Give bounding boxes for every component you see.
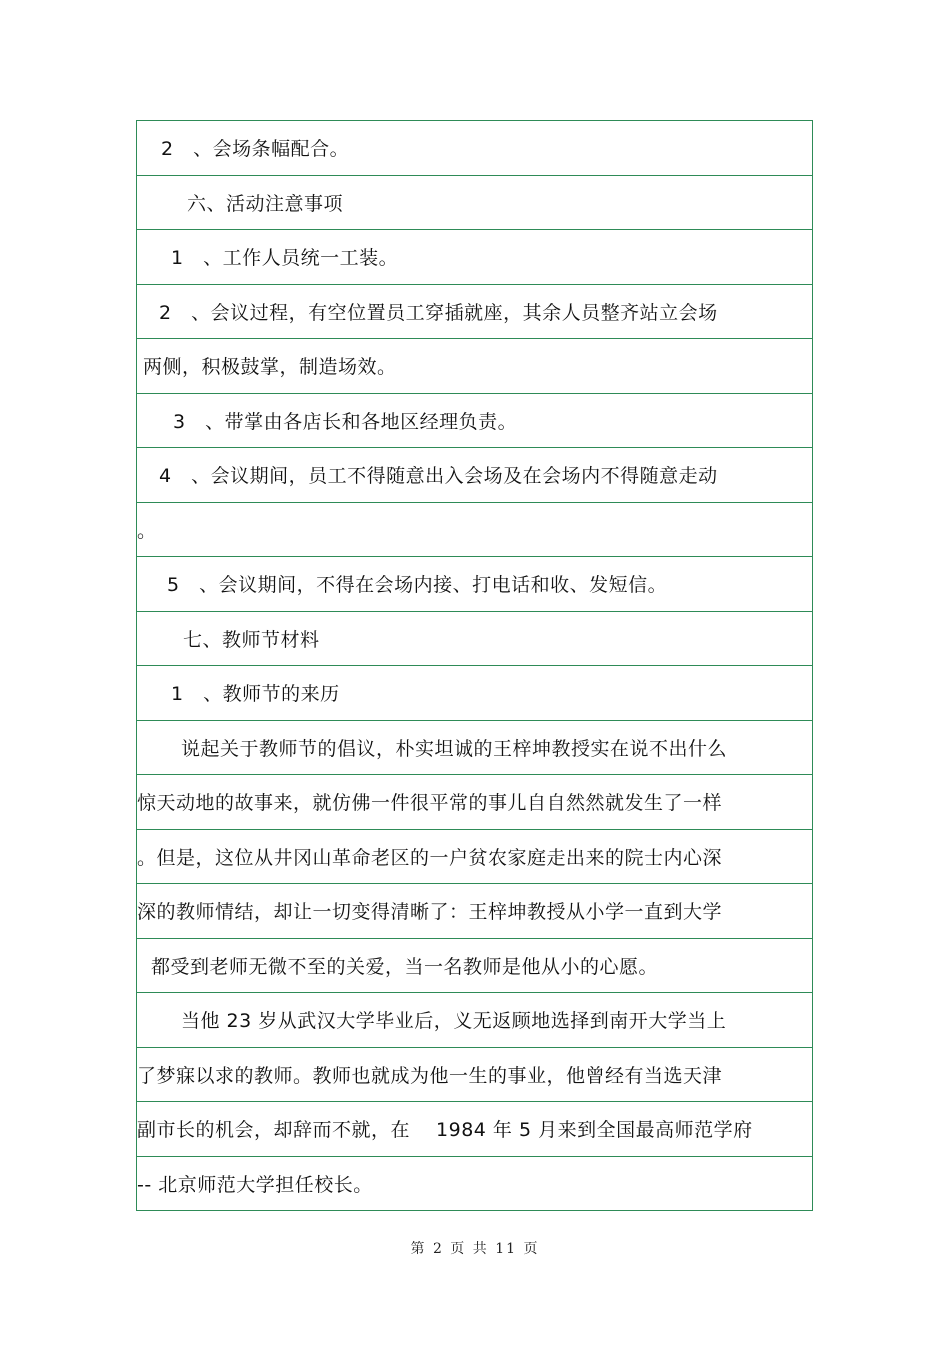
table-row: [137, 1157, 812, 1212]
table-row: [137, 666, 812, 721]
row-text: 了梦寐以求的教师。教师也就成为他一生的事业，他曾经有当选天津: [137, 1064, 723, 1087]
page-footer: 第 2 页 共 11 页: [410, 1241, 540, 1257]
table-row: [137, 775, 812, 830]
row-text: 都受到老师无微不至的关爱，当一名教师是他从小的心愿。: [151, 955, 659, 978]
row-text: 2 、会议过程，有空位置员工穿插就座，其余人员整齐站立会场: [159, 301, 718, 324]
row-text: 。但是，这位从井冈山革命老区的一户贫农家庭走出来的院士内心深: [137, 846, 723, 869]
table-row: [137, 176, 812, 231]
table-row: [137, 939, 812, 994]
row-text: 副市长的机会，却辞而不就，在 1984 年 5 月来到全国最高师范学府: [137, 1119, 753, 1142]
row-text: 七、教师节材料: [183, 628, 320, 651]
document-table: [136, 120, 813, 1211]
table-row: [137, 230, 812, 285]
row-text: 说起关于教师节的倡议，朴实坦诚的王梓坤教授实在说不出什么: [181, 737, 728, 760]
table-row: [137, 394, 812, 449]
row-text: 当他 23 岁从武汉大学毕业后，义无返顾地选择到南开大学当上: [181, 1010, 727, 1033]
table-row: [137, 121, 812, 176]
table-row: [137, 830, 812, 885]
table-row: [137, 1102, 812, 1157]
table-row: [137, 1048, 812, 1103]
table-row: [137, 557, 812, 612]
row-text: 1 、工作人员统一工装。: [171, 247, 399, 270]
table-row: [137, 612, 812, 667]
row-text: 2 、会场条幅配合。: [161, 138, 350, 161]
row-text: -- 北京师范大学担任校长。: [137, 1173, 373, 1196]
table-row: [137, 993, 812, 1048]
row-text: 深的教师情结，却让一切变得清晰了：王梓坤教授从小学一直到大学: [137, 901, 723, 924]
table-row: [137, 503, 812, 558]
table-row: [137, 884, 812, 939]
table-row: [137, 285, 812, 340]
table-row: [137, 339, 812, 394]
row-text: 1 、教师节的来历: [171, 683, 340, 706]
table-row: [137, 448, 812, 503]
row-text: 。: [137, 519, 157, 542]
row-text: 惊天动地的故事来，就仿佛一件很平常的事儿自自然然就发生了一样: [137, 792, 723, 815]
row-text: 4 、会议期间，员工不得随意出入会场及在会场内不得随意走动: [159, 465, 718, 488]
row-text: 3 、带掌由各店长和各地区经理负责。: [173, 410, 518, 433]
table-row: [137, 721, 812, 776]
row-text: 六、活动注意事项: [187, 192, 344, 215]
row-text: 5 、会议期间，不得在会场内接、打电话和收、发短信。: [167, 574, 668, 597]
row-text: 两侧，积极鼓掌，制造场效。: [143, 356, 397, 379]
